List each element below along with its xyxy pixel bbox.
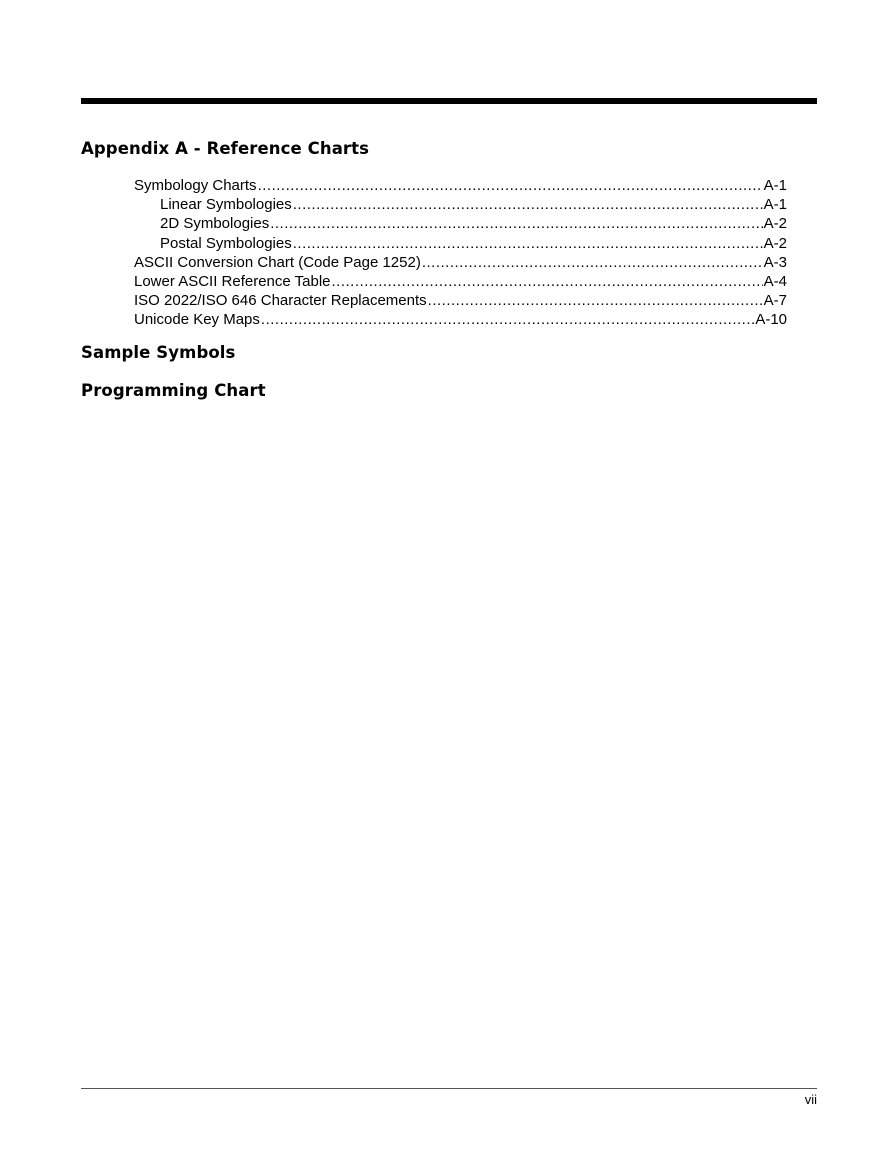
toc-entry-page: A-1	[763, 196, 787, 214]
toc-entry-title: ISO 2022/ISO 646 Character Replacements	[134, 292, 427, 310]
dot-leader	[428, 291, 763, 310]
toc-entry-page: A-7	[763, 292, 787, 310]
toc-entry-iso-character-replacements[interactable]	[134, 291, 787, 310]
footer-rule	[81, 1088, 817, 1089]
toc-entry-title: Lower ASCII Reference Table	[134, 272, 331, 290]
toc-entry-unicode-key-maps[interactable]	[134, 310, 787, 329]
dot-leader	[261, 310, 754, 329]
table-of-contents	[134, 176, 787, 330]
toc-entry-title: 2D Symbologies	[160, 215, 270, 233]
toc-entry-title: Unicode Key Maps	[134, 311, 260, 329]
section-heading-appendix-a[interactable]: Appendix A - Reference Charts	[81, 139, 370, 158]
dot-leader	[332, 272, 763, 291]
section-heading-programming-chart[interactable]: Programming Chart	[81, 381, 266, 400]
toc-entry-title: Symbology Charts	[134, 177, 257, 194]
toc-entry-ascii-conversion-chart[interactable]	[134, 253, 787, 272]
page-number: vii	[804, 1092, 817, 1107]
dot-leader	[293, 195, 763, 214]
toc-entry-page: A-4	[763, 272, 787, 290]
toc-entry-2d-symbologies[interactable]	[134, 214, 787, 233]
toc-entry-page: A-2	[763, 215, 787, 233]
toc-entry-postal-symbologies[interactable]	[134, 234, 787, 253]
toc-entry-title: ASCII Conversion Chart (Code Page 1252)	[134, 253, 421, 271]
toc-entry-symbology-charts[interactable]	[134, 176, 787, 195]
dot-leader	[293, 234, 763, 253]
dot-leader	[258, 176, 763, 195]
toc-entry-title: Postal Symbologies	[160, 234, 292, 252]
dot-leader	[270, 214, 762, 233]
toc-entry-lower-ascii-reference-table[interactable]	[134, 272, 787, 291]
top-rule	[81, 98, 817, 104]
section-heading-sample-symbols[interactable]: Sample Symbols	[81, 343, 236, 362]
dot-leader	[422, 253, 763, 272]
toc-entry-page: A-1	[763, 177, 787, 194]
toc-entry-page: A-10	[755, 311, 787, 329]
toc-entry-page: A-3	[763, 253, 787, 271]
toc-entry-page: A-2	[763, 234, 787, 252]
toc-entry-title: Linear Symbologies	[160, 196, 292, 214]
toc-entry-linear-symbologies[interactable]	[134, 195, 787, 214]
